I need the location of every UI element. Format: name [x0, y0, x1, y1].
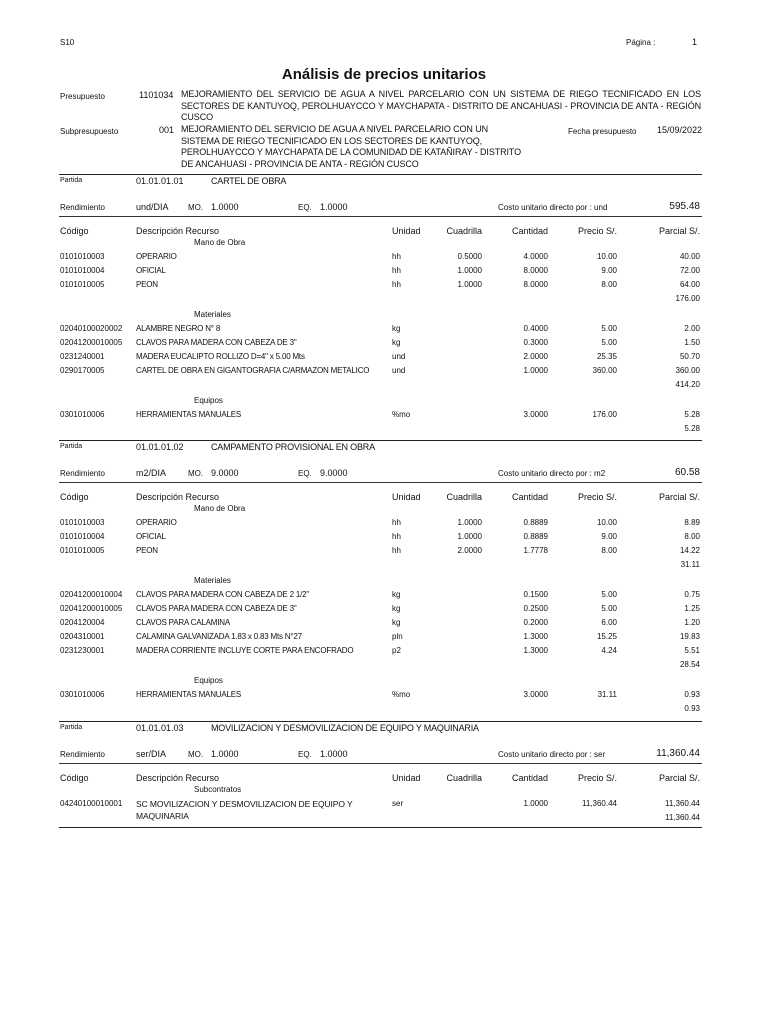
mo-value: 1.0000 [211, 202, 239, 212]
col-codigo-header: Código [60, 773, 89, 783]
col-precio-header: Precio S/. [577, 773, 617, 783]
partida-name: MOVILIZACION Y DESMOVILIZACION DE EQUIPO Y MAQUINARIA [211, 723, 479, 733]
row-precio: 25.35 [596, 352, 617, 361]
col-precio-header: Precio S/. [577, 492, 617, 502]
row-codigo: 0301010006 [60, 690, 105, 699]
row-parcial: 1.20 [684, 618, 700, 627]
fecha-label: Fecha presupuesto [568, 127, 637, 136]
eq-value: 1.0000 [320, 202, 348, 212]
partida-code: 01.01.01.02 [136, 442, 184, 452]
group-name: Subcontratos [194, 785, 242, 794]
row-cantidad: 0.3000 [523, 338, 548, 347]
row-descripcion: HERRAMIENTAS MANUALES [136, 690, 242, 699]
document-title: Análisis de precios unitarios [281, 66, 487, 83]
partida-label: Partida [60, 443, 83, 450]
col-codigo-header: Código [60, 492, 89, 502]
row-parcial: 40.00 [679, 252, 700, 261]
row-precio: 10.00 [596, 252, 617, 261]
row-parcial: 11,360.44 [665, 799, 700, 808]
row-unidad: und [392, 352, 406, 361]
row-descripcion: PEON [136, 280, 158, 289]
row-unidad: kg [392, 338, 401, 347]
row-unidad: hh [392, 252, 401, 261]
row-codigo: 02041200010004 [60, 590, 123, 599]
costo-value: 595.48 [669, 201, 700, 212]
col-cuadrilla-header: Cuadrilla [446, 226, 482, 236]
col-cuadrilla-header: Cuadrilla [446, 773, 482, 783]
col-cantidad-header: Cantidad [511, 773, 548, 783]
row-codigo: 0101010003 [60, 518, 105, 527]
row-codigo: 0231230001 [60, 646, 105, 655]
row-cuadrilla: 1.0000 [457, 280, 482, 289]
row-precio: 9.00 [601, 532, 617, 541]
row-parcial: 0.75 [684, 590, 700, 599]
group-name: Equipos [194, 396, 223, 405]
row-unidad: hh [392, 546, 401, 555]
group-subtotal: 414.20 [675, 380, 700, 389]
row-cantidad: 0.1500 [523, 590, 548, 599]
eq-label: EQ. [298, 469, 312, 478]
row-codigo: 04240100010001 [60, 799, 123, 808]
col-unidad-header: Unidad [392, 492, 421, 502]
rendimiento-label: Rendimiento [60, 469, 105, 478]
row-codigo: 0101010004 [60, 532, 105, 541]
row-descripcion: CLAVOS PARA MADERA CON CABEZA DE 2 1/2" [136, 590, 310, 599]
row-parcial: 72.00 [679, 266, 700, 275]
presupuesto-label: Presupuesto [60, 92, 105, 101]
row-parcial: 50.70 [679, 352, 700, 361]
divider [59, 721, 702, 722]
subpresupuesto-description: MEJORAMIENTO DEL SERVICIO DE AGUA A NIVEL PARCELARIO CON UN SISTEMA DE RIEGO TECNIFICADO EN LOS SECTORES DE KANTUYOQ, PEROLHUAYCCO Y MAYCHAPATA DE LA COMUNIDAD DE KATAÑIRAY - DISTRITO DE ANCAHUASI - PROVINCIA DE ANTA - REGIÓN CUSCO [181, 124, 522, 169]
partida-code: 01.01.01.03 [136, 723, 184, 733]
col-codigo-header: Código [60, 226, 89, 236]
divider [59, 827, 702, 828]
group-subtotal: 31.11 [680, 560, 700, 569]
eq-label: EQ. [298, 750, 312, 759]
row-cantidad: 0.2500 [523, 604, 548, 613]
row-unidad: kg [392, 618, 401, 627]
row-precio: 176.00 [592, 410, 617, 419]
eq-value: 9.0000 [320, 468, 348, 478]
row-descripcion: OFICIAL [136, 532, 166, 541]
row-cuadrilla: 1.0000 [457, 518, 482, 527]
group-subtotal: 28.54 [679, 660, 700, 669]
row-descripcion: CLAVOS PARA CALAMINA [136, 618, 230, 627]
row-precio: 5.00 [601, 590, 617, 599]
col-unidad-header: Unidad [392, 773, 421, 783]
row-parcial: 1.25 [684, 604, 700, 613]
row-cantidad: 3.0000 [523, 410, 548, 419]
col-unidad-header: Unidad [392, 226, 421, 236]
partida-name: CAMPAMENTO PROVISIONAL EN OBRA [211, 442, 375, 452]
row-cantidad: 1.3000 [523, 646, 548, 655]
row-precio: 9.00 [601, 266, 617, 275]
row-unidad: kg [392, 604, 401, 613]
divider [59, 216, 702, 217]
group-name: Equipos [194, 676, 223, 685]
fecha-value: 15/09/2022 [657, 125, 703, 135]
row-precio: 5.00 [601, 324, 617, 333]
row-unidad: hh [392, 518, 401, 527]
row-cantidad: 0.8889 [523, 532, 548, 541]
row-descripcion: ALAMBRE NEGRO N° 8 [136, 324, 221, 333]
row-descripcion: MADERA CORRIENTE INCLUYE CORTE PARA ENCOFRADO [136, 646, 354, 655]
page-number: 1 [692, 37, 698, 47]
rendimiento-unit: m2/DIA [136, 468, 167, 478]
row-unidad: pln [392, 632, 403, 641]
row-cuadrilla: 1.0000 [457, 532, 482, 541]
row-unidad: und [392, 366, 406, 375]
row-cantidad: 1.0000 [523, 366, 548, 375]
row-unidad: ser [392, 799, 404, 808]
row-precio: 8.00 [601, 280, 617, 289]
row-parcial: 8.00 [684, 532, 700, 541]
divider [59, 440, 702, 441]
row-precio: 15.25 [596, 632, 617, 641]
costo-label: Costo unitario directo por : und [498, 203, 608, 212]
partida-label: Partida [60, 177, 83, 184]
row-cantidad: 8.0000 [523, 266, 548, 275]
row-cantidad: 1.3000 [523, 632, 548, 641]
row-codigo: 02040100020002 [60, 324, 123, 333]
row-unidad: kg [392, 324, 401, 333]
group-subtotal: 11,360.44 [665, 813, 700, 822]
group-subtotal: 176.00 [675, 294, 700, 303]
divider [59, 482, 702, 483]
rendimiento-unit: und/DIA [136, 202, 169, 212]
row-descripcion: CLAVOS PARA MADERA CON CABEZA DE 3" [136, 604, 297, 613]
row-precio: 10.00 [596, 518, 617, 527]
row-precio: 360.00 [592, 366, 617, 375]
row-cuadrilla: 2.0000 [457, 546, 482, 555]
row-parcial: 0.93 [684, 690, 700, 699]
row-unidad: hh [392, 266, 401, 275]
group-name: Mano de Obra [194, 238, 246, 247]
row-codigo: 0101010005 [60, 546, 105, 555]
eq-label: EQ. [298, 203, 312, 212]
partida-name: CARTEL DE OBRA [211, 176, 287, 186]
row-precio: 5.00 [601, 338, 617, 347]
mo-label: MO. [188, 750, 204, 759]
col-parcial-header: Parcial S/. [658, 226, 700, 236]
row-precio: 31.11 [597, 690, 617, 699]
row-descripcion: CLAVOS PARA MADERA CON CABEZA DE 3" [136, 338, 297, 347]
row-cantidad: 4.0000 [523, 252, 548, 261]
row-parcial: 19.83 [679, 632, 700, 641]
subpresupuesto-code: 001 [159, 125, 175, 135]
row-cantidad: 2.0000 [523, 352, 548, 361]
col-cuadrilla-header: Cuadrilla [446, 492, 482, 502]
rendimiento-label: Rendimiento [60, 203, 105, 212]
row-precio: 6.00 [601, 618, 617, 627]
rendimiento-label: Rendimiento [60, 750, 105, 759]
row-precio: 8.00 [601, 546, 617, 555]
row-codigo: 0290170005 [60, 366, 105, 375]
row-descripcion: PEON [136, 546, 158, 555]
row-precio: 4.24 [601, 646, 617, 655]
rendimiento-unit: ser/DIA [136, 749, 167, 759]
row-descripcion: SC MOVILIZACION Y DESMOVILIZACION DE EQUIPO Y MAQUINARIA [136, 799, 353, 821]
software-label: S10 [60, 38, 75, 47]
subpresupuesto-label: Subpresupuesto [60, 127, 119, 136]
row-codigo: 0204310001 [60, 632, 105, 641]
row-descripcion: OFICIAL [136, 266, 166, 275]
partida-label: Partida [60, 724, 83, 731]
row-parcial: 64.00 [679, 280, 700, 289]
row-precio: 11,360.44 [582, 799, 617, 808]
divider [59, 174, 702, 175]
row-parcial: 8.89 [684, 518, 700, 527]
col-parcial-header: Parcial S/. [658, 492, 700, 502]
costo-label: Costo unitario directo por : ser [498, 750, 606, 759]
costo-value: 60.58 [674, 467, 700, 478]
row-cantidad: 8.0000 [523, 280, 548, 289]
row-unidad: %mo [392, 690, 411, 699]
col-descripcion-header: Descripción Recurso [136, 492, 220, 502]
row-cantidad: 0.8889 [523, 518, 548, 527]
row-descripcion: CALAMINA GALVANIZADA 1.83 x 0.83 Mts N°27 [136, 632, 302, 641]
group-subtotal: 0.93 [684, 704, 700, 713]
group-name: Materiales [194, 310, 231, 319]
row-cantidad: 3.0000 [523, 690, 548, 699]
row-descripcion: CARTEL DE OBRA EN GIGANTOGRAFIA C/ARMAZON METALICO [136, 366, 370, 375]
row-descripcion: MADERA EUCALIPTO ROLLIZO D=4" x 5.00 Mts [136, 352, 305, 361]
col-cantidad-header: Cantidad [511, 492, 548, 502]
row-cantidad: 1.0000 [523, 799, 548, 808]
row-descripcion: OPERARIO [136, 252, 177, 261]
row-unidad: hh [392, 280, 401, 289]
group-name: Materiales [194, 576, 231, 585]
col-descripcion-header: Descripción Recurso [136, 226, 220, 236]
row-codigo: 0301010006 [60, 410, 105, 419]
row-unidad: %mo [392, 410, 411, 419]
row-parcial: 14.22 [679, 546, 700, 555]
row-cuadrilla: 0.5000 [457, 252, 482, 261]
row-codigo: 0101010005 [60, 280, 105, 289]
col-descripcion-header: Descripción Recurso [136, 773, 220, 783]
presupuesto-description: MEJORAMIENTO DEL SERVICIO DE AGUA A NIVEL PARCELARIO CON UN SISTEMA DE RIEGO TECNIFICADO EN LOS SECTORES DE KANTUYOQ, PEROLHUAYCCO Y MAYCHAPATA - DISTRITO DE ANCAHUASI - PROVINCIA DE ANTA - REGIÓN CUSCO [181, 89, 701, 122]
row-codigo: 02041200010005 [60, 604, 123, 613]
presupuesto-code: 1101034 [139, 90, 174, 100]
col-parcial-header: Parcial S/. [658, 773, 700, 783]
row-parcial: 360.00 [675, 366, 700, 375]
divider [59, 763, 702, 764]
row-codigo: 0231240001 [60, 352, 105, 361]
row-codigo: 02041200010005 [60, 338, 123, 347]
costo-label: Costo unitario directo por : m2 [498, 469, 606, 478]
row-parcial: 5.51 [684, 646, 700, 655]
row-unidad: kg [392, 590, 401, 599]
col-cantidad-header: Cantidad [511, 226, 548, 236]
row-descripcion: OPERARIO [136, 518, 177, 527]
row-unidad: p2 [392, 646, 401, 655]
row-cantidad: 0.2000 [523, 618, 548, 627]
row-parcial: 2.00 [684, 324, 700, 333]
row-parcial: 5.28 [684, 410, 700, 419]
mo-value: 1.0000 [211, 749, 239, 759]
page-label: Página : [626, 38, 656, 47]
row-cantidad: 0.4000 [523, 324, 548, 333]
row-unidad: hh [392, 532, 401, 541]
group-name: Mano de Obra [194, 504, 246, 513]
mo-label: MO. [188, 203, 204, 212]
row-cantidad: 1.7778 [523, 546, 548, 555]
row-codigo: 0101010003 [60, 252, 105, 261]
row-codigo: 0204120004 [60, 618, 105, 627]
row-descripcion: HERRAMIENTAS MANUALES [136, 410, 242, 419]
mo-value: 9.0000 [211, 468, 239, 478]
group-subtotal: 5.28 [684, 424, 700, 433]
row-parcial: 1.50 [684, 338, 700, 347]
row-precio: 5.00 [601, 604, 617, 613]
col-precio-header: Precio S/. [577, 226, 617, 236]
mo-label: MO. [188, 469, 204, 478]
partida-code: 01.01.01.01 [136, 176, 184, 186]
row-codigo: 0101010004 [60, 266, 105, 275]
row-cuadrilla: 1.0000 [457, 266, 482, 275]
costo-value: 11,360.44 [656, 748, 700, 759]
eq-value: 1.0000 [320, 749, 348, 759]
